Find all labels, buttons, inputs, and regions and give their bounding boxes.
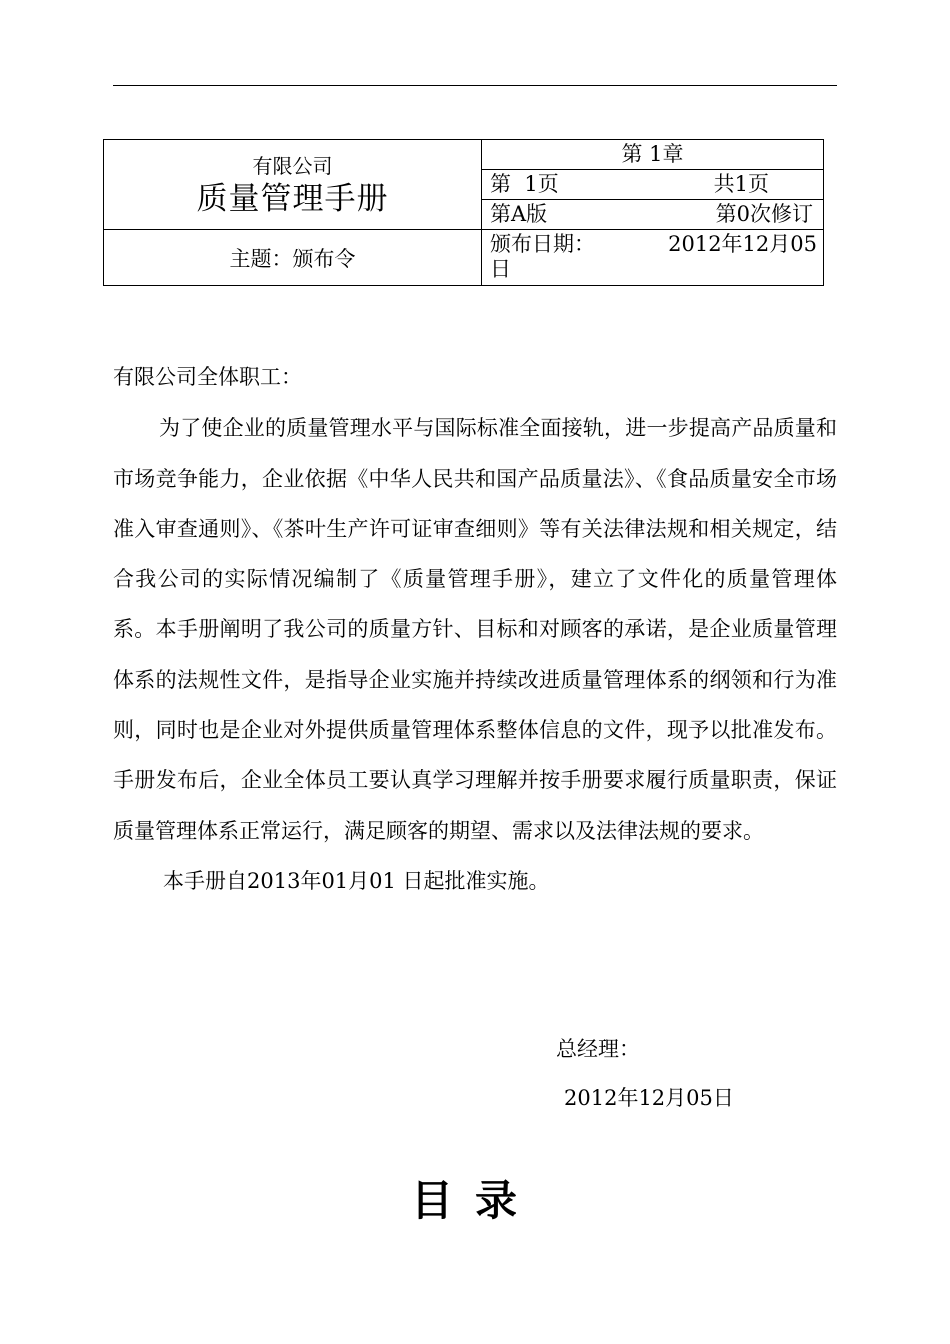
version-cell	[482, 200, 824, 230]
salutation: 有限公司全体职工：	[113, 365, 302, 389]
implementation-note: 本手册自2013年01月01 日起批准实施。	[163, 868, 550, 893]
revision-label: 第0次修订	[715, 202, 813, 226]
title-cell	[104, 140, 482, 230]
toc-heading: 目录	[410, 1176, 539, 1225]
issue-date-cell	[482, 230, 824, 286]
page-total: 共1页	[713, 172, 769, 196]
manual-title: 质量管理手册	[196, 180, 389, 217]
issue-date-value: 2012年12月05	[668, 232, 817, 256]
company-name: 有限公司	[252, 153, 333, 178]
main-paragraph: 为了使企业的质量管理水平与国际标准全面接轨，进一步提高产品质量和市场竞争能力，企业依据《中华人民共和国产品质量法》、《食品质量安全市场准入审查通则》、《茶叶生产许可证审查细则》等有关法律法规和相关规定，结合我公司的实际情况编制了《质量管理手册》，建立了文件化的质量管理体系。本手册阐明了我公司的质量方针、目标和对顾客的承诺，是企业质量管理体系的法规性文件，是指导企业实施并持续改进质量管理体系的纲领和行为准则，同时也是企业对外提供质量管理体系整体信息的文件，现予以批准发布。手册发布后，企业全体员工要认真学习理解并按手册要求履行质量职责，保证质量管理体系正常运行，满足顾客的期望、需求以及法律法规的要求。	[113, 416, 837, 843]
body-text	[113, 352, 837, 906]
page-cell	[482, 170, 824, 200]
signature-date: 2012年12月05日	[564, 1086, 734, 1110]
version-label: 第A版	[490, 202, 548, 226]
header-rule	[113, 85, 837, 86]
signature-title: 总经理：	[556, 1037, 640, 1061]
subject-cell: 主题：颁布令	[104, 230, 482, 286]
document-header-table	[103, 139, 824, 286]
chapter-cell: 第 1章	[482, 140, 824, 170]
issue-date-label: 颁布日期：	[490, 232, 595, 256]
page-number: 第 1页	[490, 172, 559, 196]
issue-date-tail: 日	[490, 257, 511, 281]
